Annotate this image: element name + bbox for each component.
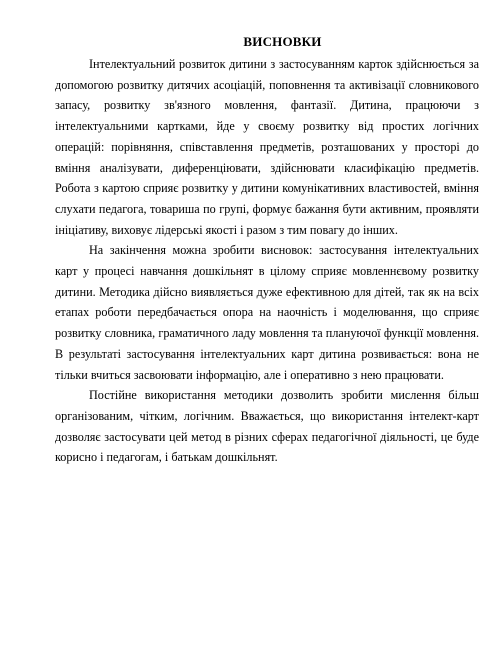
paragraph: Інтелектуальний розвиток дитини з застосуванням карток здійснюється за допомогою розвитку дитячих асоціацій, поповнення та активізації словникового запасу, розвитку зв'язного мовлення, фантазії. Дитина, працюючи з інтелектуальними картками, йде у своєму розвитку від простих логічних операцій: порівняння, співставлення предметів, розташованих у просторі до вміння аналізувати, диференціювати, здійснювати класифікацію предметів. Робота з картою сприяє розвитку у дитини комунікативних властивостей, вміння слухати педагога, товариша по групі, формує бажання бути активним, проявляти ініціативу, виховує лідерські якості і разом з тим повагу до інших. [55, 57, 479, 237]
document-body [55, 54, 479, 468]
paragraph: Постійне використання методики дозволить зробити мислення більш організованим, чітким, логічним. Вважається, що використання інтелект-карт дозволяє застосувати цей метод в різних сферах педагогічної діяльності, це буде корисно і педагогам, і батькам дошкільнят. [55, 388, 479, 465]
paragraph: На закінчення можна зробити висновок: застосування інтелектуальних карт у процесі навчання дошкільнят в цілому сприяє мовленнєвому розвитку дитини. Методика дійсно виявляється дуже ефективною для дітей, так як на всіх етапах роботи передбачається опора на наочність і моделювання, що сприяє розвитку словника, граматичного ладу мовлення та плануючої функції мовлення. В результаті застосування інтелектуальних карт дитина розвивається: вона не тільки вчиться засвоювати інформацію, але і оперативно з нею працювати. [55, 243, 479, 382]
page-title: ВИСНОВКИ [243, 34, 322, 49]
